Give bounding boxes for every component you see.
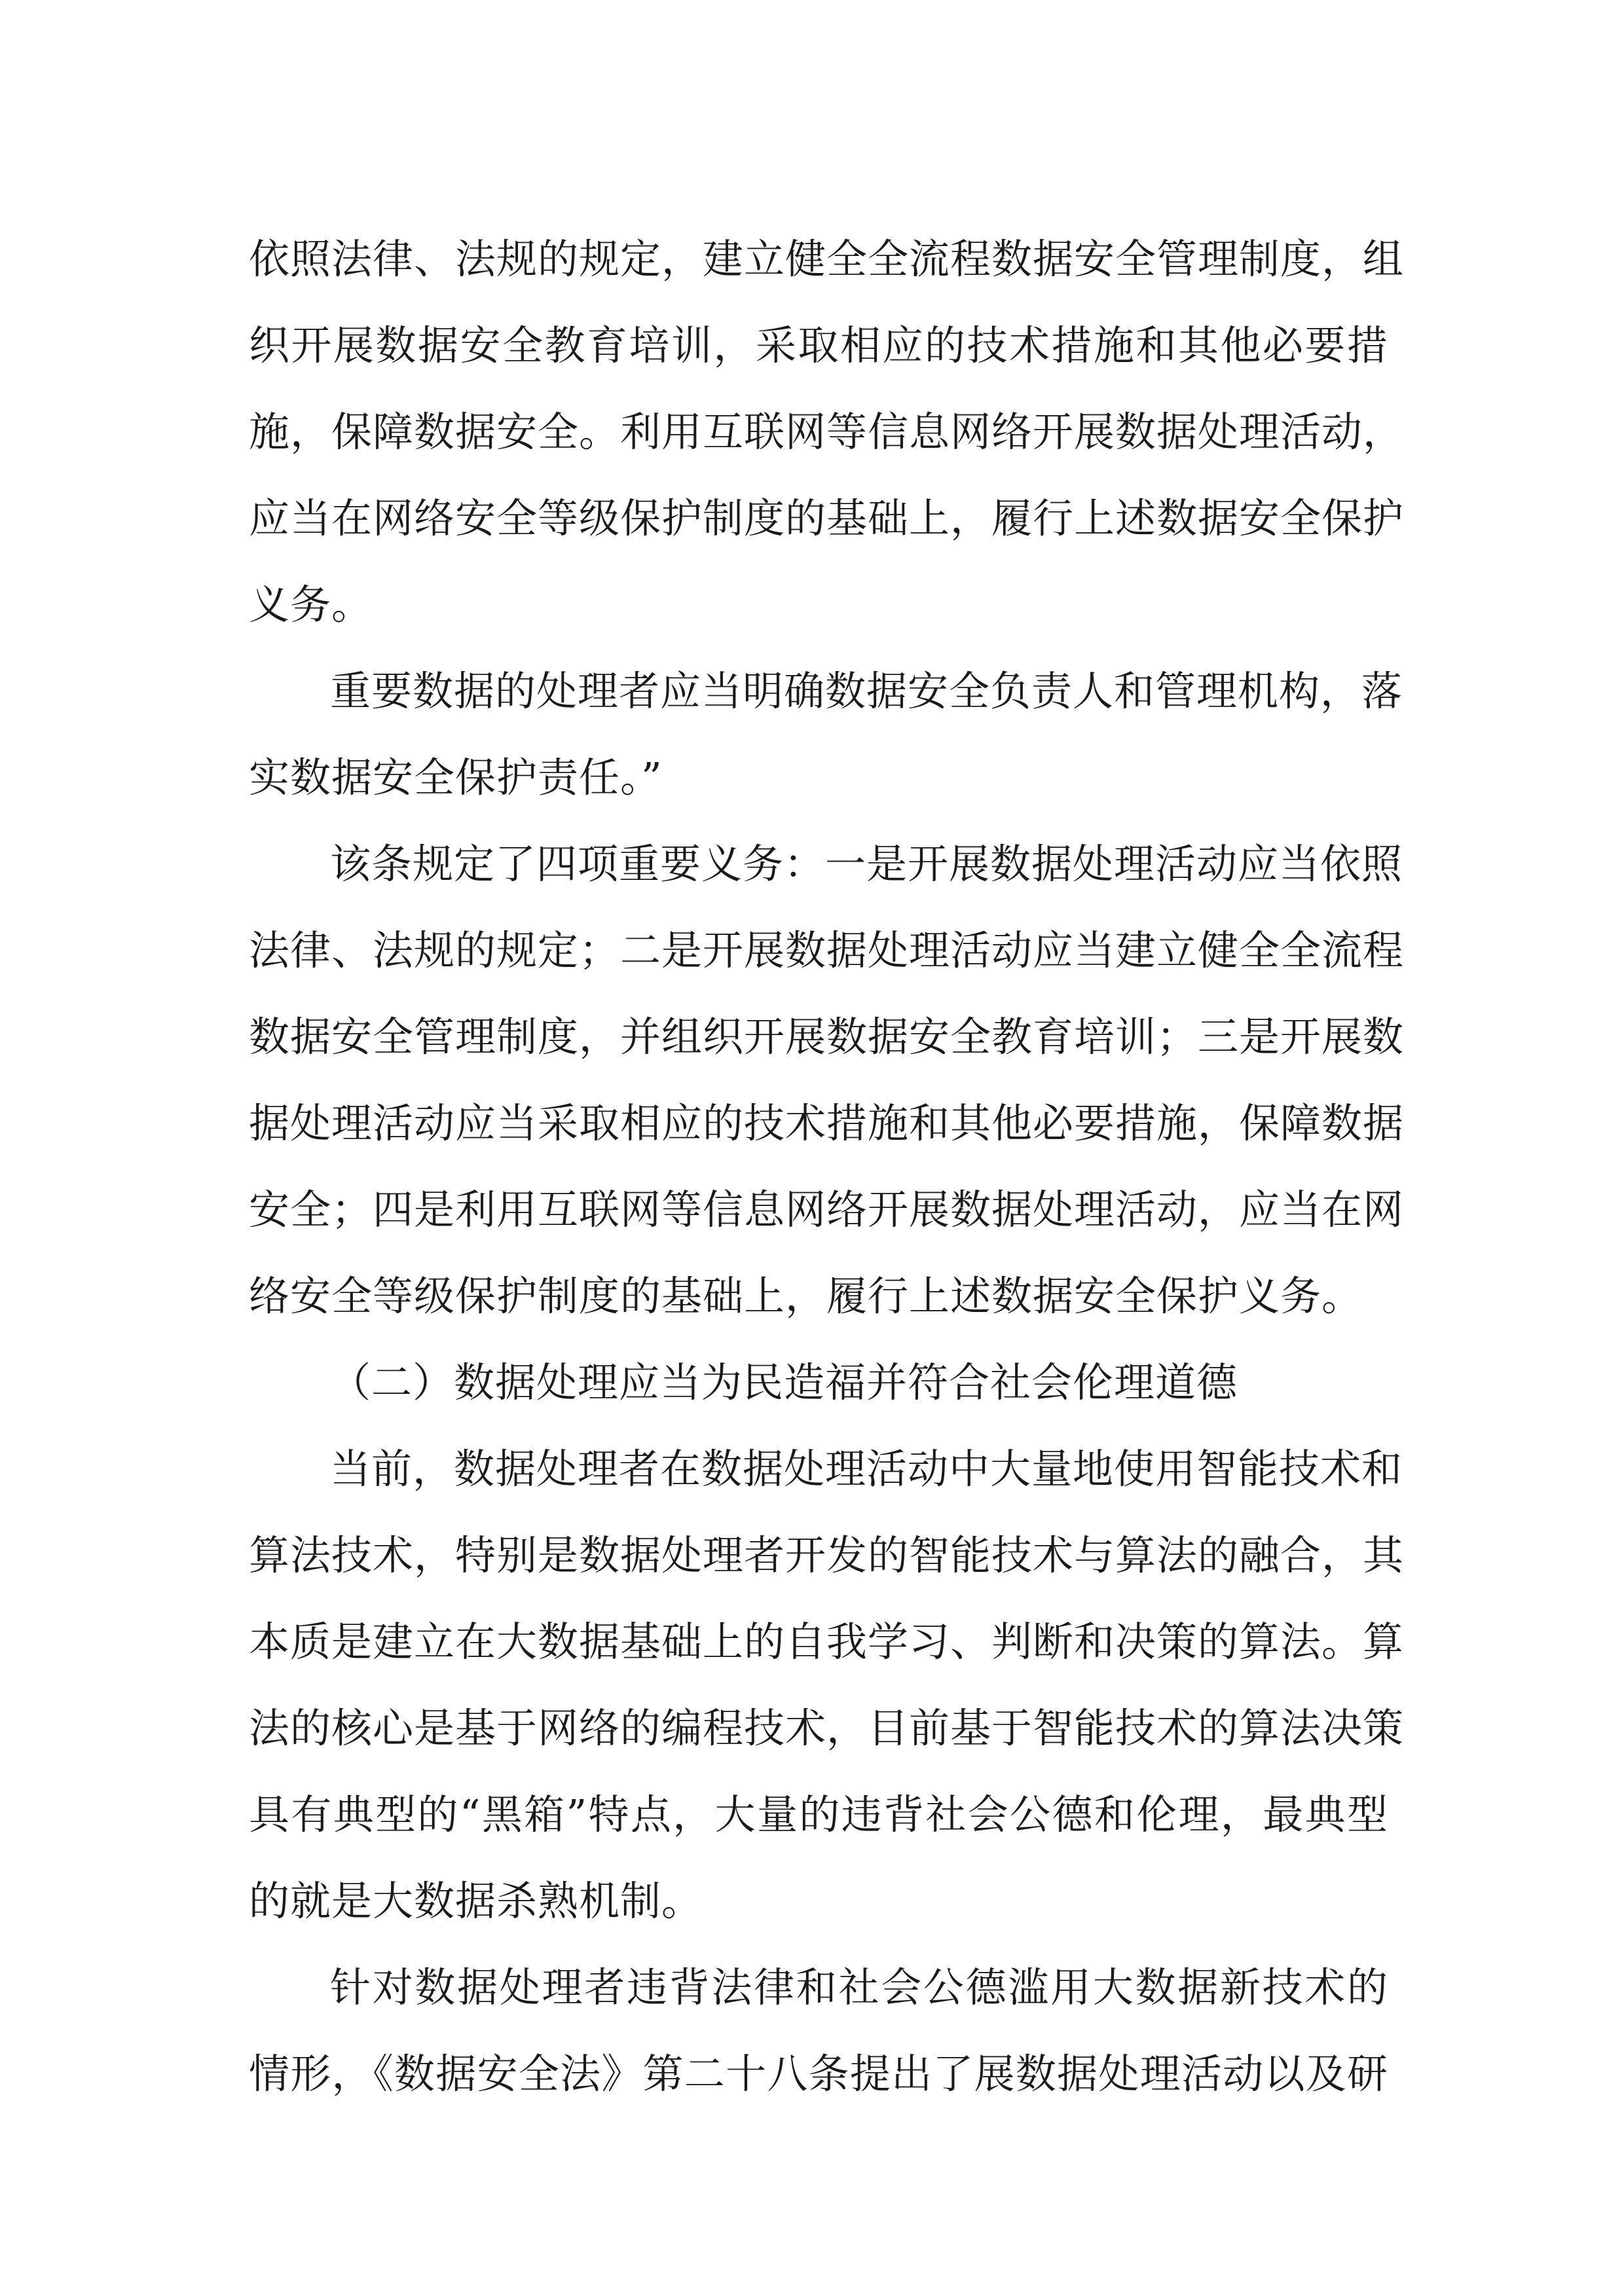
paragraph-first-line: 当前，数据处理者在数据处理活动中大量地使用智能技术和 [330, 1445, 1403, 1493]
text-line: 法的核心是基于网络的编程技术，目前基于智能技术的算法决策 [249, 1704, 1405, 1752]
text-line: 法律、法规的规定；二是开展数据处理活动应当建立健全全流程 [249, 926, 1405, 974]
text-line: 情形，《数据安全法》第二十八条提出了展数据处理活动以及研 [249, 2050, 1388, 2098]
text-line: 据处理活动应当采取相应的技术措施和其他必要措施，保障数据 [249, 1099, 1405, 1147]
text-line: 具有典型的“黑箱”特点，大量的违背社会公德和伦理，最典型 [249, 1791, 1388, 1838]
text-line: 义务。 [249, 581, 373, 629]
text-line: 络安全等级保护制度的基础上，履行上述数据安全保护义务。 [249, 1272, 1363, 1320]
text-line: 算法技术，特别是数据处理者开发的智能技术与算法的融合，其 [249, 1531, 1405, 1579]
paragraph-first-line: 重要数据的处理者应当明确数据安全负责人和管理机构，落 [330, 667, 1403, 715]
text-line: 的就是大数据杀熟机制。 [249, 1877, 703, 1925]
text-line: 织开展数据安全教育培训，采取相应的技术措施和其他必要措 [249, 321, 1388, 369]
paragraph-first-line: 该条规定了四项重要义务：一是开展数据处理活动应当依照 [330, 840, 1403, 888]
text-line: 施，保障数据安全。利用互联网等信息网络开展数据处理活动， [249, 408, 1405, 456]
text-line: 安全；四是利用互联网等信息网络开展数据处理活动，应当在网 [249, 1186, 1405, 1233]
text-line: 依照法律、法规的规定，建立健全全流程数据安全管理制度，组 [249, 235, 1405, 283]
text-line: 数据安全管理制度，并组织开展数据安全教育培训；三是开展数 [249, 1013, 1405, 1061]
paragraph-first-line: 针对数据处理者违背法律和社会公德滥用大数据新技术的 [330, 1963, 1388, 2011]
text-line: 应当在网络安全等级保护制度的基础上，履行上述数据安全保护 [249, 494, 1405, 542]
text-line: 本质是建立在大数据基础上的自我学习、判断和决策的算法。算 [249, 1618, 1405, 1666]
body-text [249, 216, 1405, 2117]
section-heading: （二）数据处理应当为民造福并符合社会伦理道德 [330, 1358, 1238, 1406]
text-line: 实数据安全保护责任。” [249, 754, 663, 801]
